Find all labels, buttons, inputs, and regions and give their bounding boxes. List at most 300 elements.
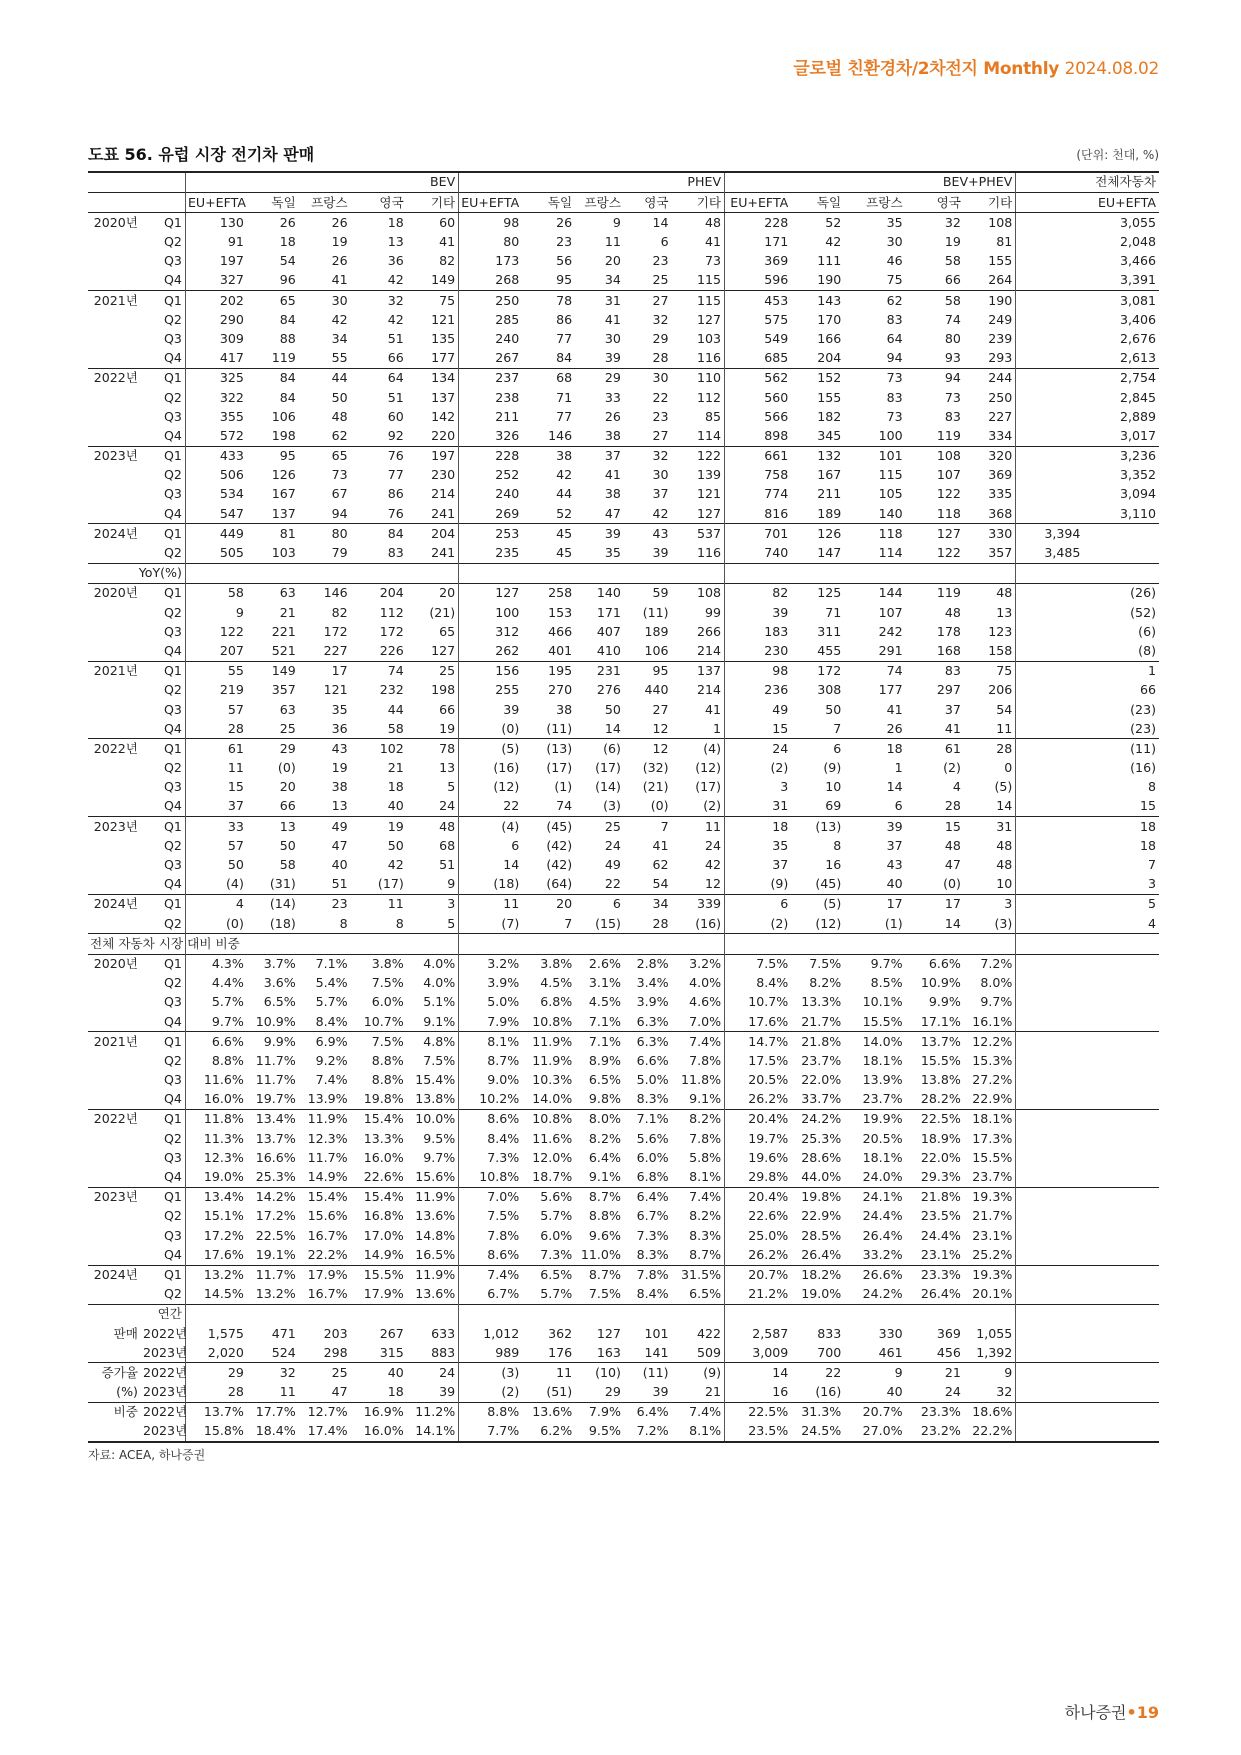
- data-cell: 18.1%: [964, 1110, 1016, 1130]
- data-cell: 7: [1147, 857, 1156, 873]
- data-cell: 3,391: [1119, 272, 1156, 288]
- data-cell: 15.5%: [351, 1265, 407, 1285]
- data-cell: 18: [1139, 837, 1156, 853]
- source-note: 자료: ACEA, 하나증권: [88, 1448, 206, 1462]
- data-cell: 22: [652, 389, 669, 405]
- data-cell: 65: [407, 622, 459, 641]
- data-cell: 80: [503, 234, 520, 250]
- data-cell: 9: [235, 604, 244, 620]
- data-cell: 6.8%: [540, 994, 573, 1010]
- empty-cell: [791, 934, 844, 954]
- data-cell: 24.2%: [862, 1286, 903, 1302]
- data-cell: 740: [764, 545, 789, 561]
- data-cell: 77: [556, 408, 573, 424]
- column-header: 프랑스: [844, 193, 905, 213]
- row-period-label: Q2: [141, 836, 185, 855]
- data-cell: (16): [493, 760, 520, 776]
- data-cell: 13.7%: [255, 1130, 296, 1146]
- data-cell: 66: [944, 272, 961, 288]
- data-cell: 1,392: [964, 1343, 1016, 1363]
- data-cell: (0): [943, 876, 961, 892]
- data-cell: 9.2%: [315, 1052, 348, 1068]
- row-year-label: (%): [116, 1384, 138, 1400]
- data-cell: 24.1%: [844, 1187, 905, 1207]
- table-row: [88, 1285, 1159, 1305]
- data-cell: 11.3%: [203, 1130, 244, 1146]
- data-cell: 10: [825, 779, 842, 795]
- table-row: [88, 856, 1159, 875]
- data-cell: 9.7%: [964, 993, 1016, 1012]
- row-period-label: Q2: [141, 759, 185, 778]
- data-cell: 39: [575, 524, 624, 544]
- data-cell: 146: [299, 583, 351, 603]
- data-cell: 28: [652, 350, 669, 366]
- data-cell: 35: [331, 701, 348, 717]
- data-cell: (14): [247, 894, 299, 914]
- row-period-label: 2022년: [141, 1402, 185, 1422]
- data-cell: 236: [764, 682, 789, 698]
- table-row: [88, 681, 1159, 700]
- data-cell: 6.7%: [487, 1286, 520, 1302]
- row-period-label: Q4: [141, 271, 185, 291]
- table-row: [88, 914, 1159, 934]
- data-cell: 285: [495, 311, 520, 327]
- table-row: [88, 1012, 1159, 1032]
- data-cell: 10.7%: [748, 994, 789, 1010]
- data-cell: 23: [556, 234, 573, 250]
- data-cell: 8.5%: [870, 975, 903, 991]
- data-cell: 39: [652, 1384, 669, 1400]
- data-cell: 22.9%: [964, 1090, 1016, 1110]
- data-cell: 78: [522, 291, 575, 311]
- row-period-label: Q2: [141, 544, 185, 564]
- data-cell: 7.2%: [624, 1422, 672, 1442]
- data-cell: 22.5%: [255, 1227, 296, 1243]
- data-cell: 96: [279, 272, 296, 288]
- column-header: 독일: [247, 193, 299, 213]
- data-cell: 122: [936, 486, 961, 502]
- data-cell: 63: [247, 583, 299, 603]
- data-cell: 39: [407, 1383, 459, 1403]
- data-cell: 362: [548, 1325, 573, 1341]
- empty-cell: [725, 563, 792, 583]
- data-cell: 5: [1016, 894, 1159, 914]
- data-cell: 6.8%: [636, 1169, 669, 1185]
- row-year-label: [88, 622, 141, 641]
- empty-cell: [407, 563, 459, 583]
- column-header: 기타: [964, 193, 1016, 213]
- data-cell: 2.6%: [575, 954, 624, 974]
- page-number: 19: [1136, 1703, 1159, 1722]
- data-cell: 4.0%: [672, 974, 725, 993]
- data-cell: 20.4%: [725, 1187, 792, 1207]
- table-row: [88, 894, 1159, 914]
- data-cell: 5.7%: [540, 1208, 573, 1224]
- data-cell: 88: [279, 330, 296, 346]
- data-cell: 24: [672, 836, 725, 855]
- row-year-label: [88, 719, 141, 739]
- data-cell: 369: [936, 1325, 961, 1341]
- data-cell: (2): [501, 1384, 520, 1400]
- data-cell: 92: [387, 427, 404, 443]
- data-cell: 75: [964, 661, 1016, 681]
- data-cell: 50: [279, 837, 296, 853]
- data-cell: (3): [459, 1363, 523, 1383]
- data-cell: 38: [604, 427, 621, 443]
- data-cell: 42: [556, 467, 573, 483]
- row-period-label: Q2: [141, 1285, 185, 1305]
- data-cell: 15: [227, 779, 244, 795]
- data-cell: 253: [459, 524, 523, 544]
- data-cell: 42: [672, 856, 725, 875]
- data-cell: 11: [459, 894, 523, 914]
- data-cell: [1016, 1051, 1159, 1070]
- column-header: EU+EFTA: [459, 193, 523, 213]
- data-cell: 81: [964, 233, 1016, 252]
- data-cell: 422: [672, 1324, 725, 1343]
- data-cell: 3.4%: [636, 975, 669, 991]
- empty-cell: [575, 934, 624, 954]
- data-cell: 122: [672, 446, 725, 466]
- data-cell: 7.1%: [575, 1032, 624, 1052]
- data-cell: 11: [522, 1363, 575, 1383]
- data-cell: 6.5%: [263, 994, 296, 1010]
- table-row: [88, 642, 1159, 662]
- data-cell: 2,889: [1119, 408, 1156, 424]
- data-cell: 10.8%: [532, 1013, 573, 1029]
- data-cell: (0): [501, 720, 520, 736]
- data-cell: 66: [387, 350, 404, 366]
- data-cell: (26): [1016, 583, 1159, 603]
- data-cell: 85: [672, 407, 725, 426]
- data-cell: 156: [459, 661, 523, 681]
- data-cell: 26: [604, 408, 621, 424]
- data-cell: 119: [271, 350, 296, 366]
- data-cell: 13.7%: [185, 1402, 246, 1422]
- data-cell: 130: [185, 213, 246, 233]
- data-cell: 8.7%: [487, 1052, 520, 1068]
- data-cell: 25.2%: [964, 1245, 1016, 1265]
- data-cell: 240: [495, 330, 520, 346]
- data-cell: 17: [299, 661, 351, 681]
- row-year-label: [88, 856, 141, 875]
- data-cell: 45: [522, 524, 575, 544]
- data-cell: 18.1%: [862, 1149, 903, 1165]
- data-cell: 48: [944, 604, 961, 620]
- data-cell: 5.0%: [636, 1072, 669, 1088]
- data-cell: 18.6%: [964, 1402, 1016, 1422]
- row-year-label: [88, 1148, 141, 1167]
- data-cell: 32: [652, 311, 669, 327]
- empty-cell: [964, 563, 1016, 583]
- data-cell: 27: [652, 427, 669, 443]
- table-row: [88, 1207, 1159, 1226]
- data-cell: 816: [764, 505, 789, 521]
- data-cell: 6.0%: [636, 1149, 669, 1165]
- data-cell: 8.6%: [459, 1110, 523, 1130]
- data-cell: 883: [407, 1343, 459, 1363]
- data-cell: (8): [1138, 642, 1156, 658]
- data-cell: 7.8%: [672, 1051, 725, 1070]
- row-year-label: [88, 1343, 141, 1363]
- data-cell: 8.4%: [487, 1130, 520, 1146]
- table-row: [88, 252, 1159, 271]
- data-cell: 29.3%: [920, 1169, 961, 1185]
- data-cell: 25.3%: [801, 1130, 842, 1146]
- data-cell: 267: [495, 350, 520, 366]
- data-cell: 12.0%: [532, 1149, 573, 1165]
- data-cell: 8.2%: [672, 1110, 725, 1130]
- row-period-label: Q1: [141, 291, 185, 311]
- data-cell: 572: [219, 427, 244, 443]
- data-cell: 48: [672, 213, 725, 233]
- data-cell: 155: [964, 252, 1016, 271]
- data-cell: 173: [495, 253, 520, 269]
- data-cell: 77: [556, 330, 573, 346]
- data-cell: 6.6%: [185, 1032, 246, 1052]
- data-cell: (0): [226, 915, 244, 931]
- group-header: 전체자동차: [1016, 172, 1159, 193]
- data-cell: 29: [575, 368, 624, 388]
- data-cell: 17.9%: [363, 1286, 404, 1302]
- data-cell: 95: [624, 661, 672, 681]
- data-cell: 54: [279, 253, 296, 269]
- data-cell: (15): [595, 915, 621, 931]
- data-cell: 249: [964, 310, 1016, 329]
- data-cell: 19.0%: [801, 1286, 842, 1302]
- data-cell: 35: [772, 837, 789, 853]
- data-cell: 11.0%: [580, 1246, 621, 1262]
- data-cell: (11): [642, 604, 669, 620]
- data-cell: 8.0%: [964, 974, 1016, 993]
- table-row: [88, 719, 1159, 739]
- data-cell: 14: [944, 915, 961, 931]
- section-title: 연간: [88, 1304, 185, 1324]
- data-cell: 36: [331, 720, 348, 736]
- data-cell: (14): [595, 779, 621, 795]
- data-cell: (16): [672, 914, 725, 934]
- data-cell: 214: [672, 681, 725, 700]
- data-cell: 23: [652, 253, 669, 269]
- data-cell: 7.9%: [575, 1402, 624, 1422]
- data-cell: 23.7%: [964, 1168, 1016, 1188]
- data-cell: 28: [944, 798, 961, 814]
- data-cell: 5.1%: [407, 993, 459, 1012]
- data-cell: 28.5%: [801, 1227, 842, 1243]
- data-cell: 17.6%: [748, 1013, 789, 1029]
- data-cell: 6.3%: [624, 1032, 672, 1052]
- empty-cell: [725, 1304, 792, 1324]
- data-cell: 11.8%: [672, 1071, 725, 1090]
- data-cell: 38: [331, 779, 348, 795]
- data-cell: 3,094: [1119, 486, 1156, 502]
- data-cell: 6.5%: [588, 1072, 621, 1088]
- data-cell: (3): [603, 798, 621, 814]
- data-cell: 51: [407, 856, 459, 875]
- table-row: [88, 1071, 1159, 1090]
- data-cell: 12.2%: [964, 1032, 1016, 1052]
- empty-cell: [672, 563, 725, 583]
- data-cell: 22.5%: [725, 1402, 792, 1422]
- data-cell: 220: [407, 426, 459, 446]
- data-cell: (64): [546, 876, 573, 892]
- data-cell: 8.1%: [672, 1422, 725, 1442]
- data-cell: 82: [331, 604, 348, 620]
- data-cell: 17.0%: [363, 1227, 404, 1243]
- empty-cell: [299, 934, 351, 954]
- row-year-label: 2023년: [88, 817, 141, 837]
- data-cell: 505: [219, 545, 244, 561]
- row-period-label: Q3: [141, 407, 185, 426]
- data-cell: 197: [407, 446, 459, 466]
- data-cell: 35: [844, 213, 905, 233]
- data-cell: 29: [604, 1384, 621, 1400]
- row-period-label: Q4: [141, 1090, 185, 1110]
- data-cell: 50: [331, 389, 348, 405]
- data-cell: 60: [407, 213, 459, 233]
- row-year-label: 2024년: [88, 894, 141, 914]
- empty-cell: [522, 934, 575, 954]
- data-cell: 74: [944, 311, 961, 327]
- data-cell: 355: [219, 408, 244, 424]
- data-cell: 326: [495, 427, 520, 443]
- data-cell: 79: [331, 545, 348, 561]
- row-year-label: [88, 330, 141, 349]
- data-cell: 17.3%: [964, 1129, 1016, 1148]
- data-cell: 11: [227, 760, 244, 776]
- data-cell: 40: [351, 1363, 407, 1383]
- data-cell: 64: [351, 368, 407, 388]
- data-cell: 8.7%: [575, 1265, 624, 1285]
- data-cell: 13.6%: [407, 1207, 459, 1226]
- data-cell: 339: [672, 894, 725, 914]
- data-cell: 32: [247, 1363, 299, 1383]
- data-cell: 8.4%: [636, 1286, 669, 1302]
- row-period-label: Q1: [141, 213, 185, 233]
- data-cell: 4.5%: [540, 975, 573, 991]
- data-cell: 76: [351, 446, 407, 466]
- table-row: [88, 1051, 1159, 1070]
- data-cell: [1016, 1285, 1159, 1305]
- data-cell: 3.8%: [522, 954, 575, 974]
- data-cell: 167: [817, 467, 842, 483]
- data-cell: 110: [672, 368, 725, 388]
- data-cell: 898: [764, 427, 789, 443]
- data-cell: 369: [964, 466, 1016, 485]
- data-cell: 14.1%: [407, 1422, 459, 1442]
- table-row: [88, 485, 1159, 504]
- data-cell: 16.6%: [255, 1149, 296, 1165]
- row-year-label: 2022년: [88, 368, 141, 388]
- row-year-label: [88, 603, 141, 622]
- data-cell: 15.6%: [307, 1208, 348, 1224]
- unit-label: (단위: 천대, %): [1076, 148, 1159, 162]
- data-cell: 13.3%: [363, 1130, 404, 1146]
- data-cell: 52: [556, 505, 573, 521]
- data-cell: 7.2%: [964, 954, 1016, 974]
- data-cell: 3.1%: [588, 975, 621, 991]
- data-cell: 230: [407, 466, 459, 485]
- row-year-label: 2021년: [88, 1032, 141, 1052]
- data-cell: 42: [387, 857, 404, 873]
- data-cell: 51: [387, 330, 404, 346]
- data-cell: 155: [817, 389, 842, 405]
- data-cell: 345: [817, 427, 842, 443]
- data-cell: 15.5%: [862, 1013, 903, 1029]
- data-cell: 18.9%: [920, 1130, 961, 1146]
- row-year-label: [88, 759, 141, 778]
- data-cell: 2,676: [1119, 330, 1156, 346]
- data-cell: 11.9%: [299, 1110, 351, 1130]
- report-series: 글로벌 친환경차/2차전지 Monthly: [793, 59, 1060, 79]
- data-cell: 15.5%: [964, 1148, 1016, 1167]
- data-cell: (10): [575, 1363, 624, 1383]
- data-cell: 170: [817, 311, 842, 327]
- data-cell: 250: [964, 388, 1016, 407]
- data-cell: 7: [833, 720, 842, 736]
- data-cell: 9.0%: [487, 1072, 520, 1088]
- data-cell: 521: [271, 642, 296, 658]
- empty-cell: [964, 1304, 1016, 1324]
- data-cell: 9.7%: [844, 954, 905, 974]
- data-cell: 116: [672, 544, 725, 564]
- data-cell: 7.3%: [636, 1227, 669, 1243]
- data-cell: 15.8%: [185, 1422, 246, 1442]
- empty-cell: [247, 563, 299, 583]
- data-cell: 24.0%: [862, 1169, 903, 1185]
- data-cell: 227: [964, 407, 1016, 426]
- data-cell: 41: [331, 272, 348, 288]
- data-cell: 47: [604, 505, 621, 521]
- data-cell: 57: [227, 837, 244, 853]
- data-cell: 73: [844, 368, 905, 388]
- data-cell: 24: [407, 797, 459, 817]
- data-cell: 197: [219, 253, 244, 269]
- data-cell: 23.5%: [920, 1208, 961, 1224]
- row-year-label: 2023년: [88, 1187, 141, 1207]
- data-cell: 41: [604, 467, 621, 483]
- data-cell: 73: [331, 467, 348, 483]
- data-cell: 26: [331, 253, 348, 269]
- data-cell: 833: [817, 1325, 842, 1341]
- data-cell: 167: [271, 486, 296, 502]
- footer-brand: 하나증권: [1064, 1703, 1127, 1722]
- data-cell: 21.7%: [801, 1013, 842, 1029]
- data-cell: 15.4%: [351, 1187, 407, 1207]
- data-cell: 401: [548, 642, 573, 658]
- data-cell: 8.4%: [756, 975, 789, 991]
- data-cell: 33: [604, 389, 621, 405]
- table-row: [88, 349, 1159, 369]
- data-cell: 1: [894, 760, 903, 776]
- data-cell: 24.5%: [791, 1422, 844, 1442]
- data-cell: 94: [906, 368, 964, 388]
- column-header: 영국: [906, 193, 964, 213]
- empty-cell: [185, 563, 246, 583]
- data-cell: 58: [185, 583, 246, 603]
- data-cell: (16): [1130, 760, 1156, 776]
- data-cell: 21: [279, 604, 296, 620]
- data-cell: 17.5%: [748, 1052, 789, 1068]
- empty-cell: [964, 934, 1016, 954]
- data-cell: 19.8%: [363, 1091, 404, 1107]
- data-cell: 35: [604, 545, 621, 561]
- data-cell: 8.4%: [315, 1013, 348, 1029]
- data-cell: 11.2%: [407, 1402, 459, 1422]
- data-cell: 50: [604, 701, 621, 717]
- data-cell: 238: [495, 389, 520, 405]
- data-cell: 7.3%: [487, 1149, 520, 1165]
